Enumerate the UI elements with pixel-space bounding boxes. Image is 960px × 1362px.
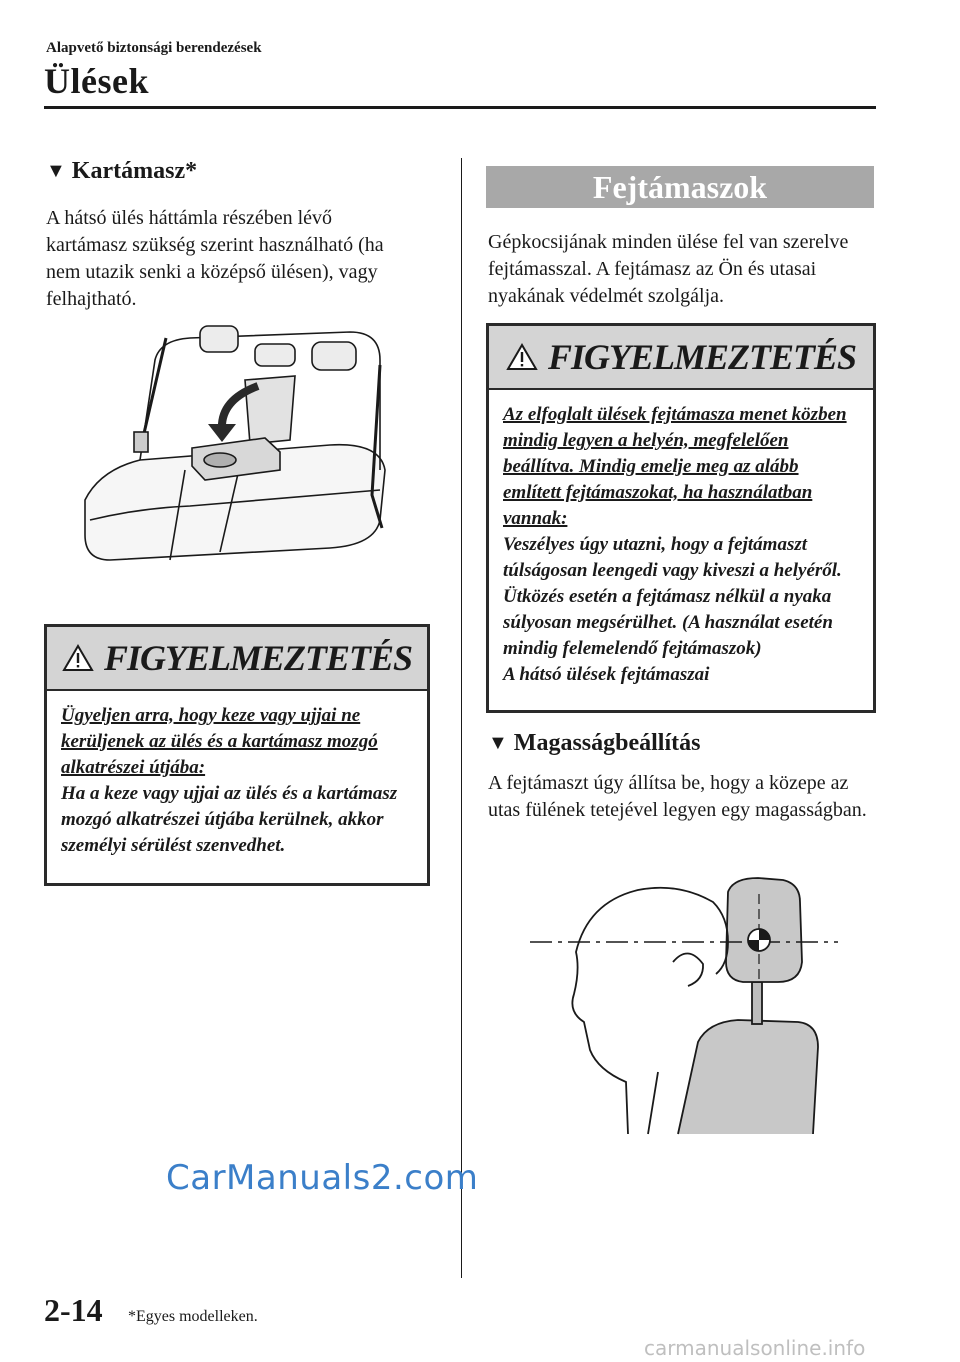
header-rule [44,106,876,109]
rear-seat-armrest-illustration [80,320,410,570]
warning-text: Ha a keze vagy ujjai az ülés és a kartámasz mozgó alkatrészei útjába kerülnek, akkor személyi sérülést szenvedhet. [61,783,398,856]
headrest-height-illustration [528,872,840,1138]
column-divider [461,158,462,1278]
warning-body [47,691,427,871]
armrest-heading-text: Kartámasz* [71,158,198,184]
triangle-marker-icon: ▼ [488,732,508,754]
triangle-marker-icon: ▼ [46,160,66,182]
warning-lead: Az elfoglalt ülések fejtámasza menet közben mindig legyen a helyén, megfelelően beállítva. Mindig emelje meg az alább említett fejtámaszokat, ha használatban vannak: [503,404,847,529]
site-mark: carmanualsonline.info [644,1336,866,1360]
breadcrumb: Alapvető biztonsági berendezések [46,40,262,56]
armrest-heading [46,158,197,185]
warning-body [489,390,873,700]
page-title: Ülések [44,61,149,101]
height-adjust-heading-text: Magasságbeállítás [513,730,701,756]
warning-triangle-icon [62,644,94,672]
headrest-intro: Gépkocsijának minden ülése fel van szerelve fejtámasszal. A fejtámasz az Ön és utasai nyakának védelmét szolgálja. [488,231,849,307]
warning-title: FIGYELMEZTETÉS [547,337,857,377]
page-number: 2-14 [44,1292,103,1328]
armrest-warning [44,624,430,886]
warning-lead: Ügyeljen arra, hogy keze vagy ujjai ne kerüljenek az ülés és a kartámasz mozgó alkatrészei útjába: [61,705,378,778]
headrest-warning [486,323,876,713]
warning-triangle-icon [506,343,538,371]
warning-header [47,627,427,691]
height-adjust-description: A fejtámaszt úgy állítsa be, hogy a közepe az utas fülének tetejével legyen egy magasságban. [488,772,867,821]
warning-text: Veszélyes úgy utazni, hogy a fejtámaszt túlságosan leengedi vagy kiveszi a helyéről. Ütközés esetén a fejtámasz nélkül a nyaka súlyosan megsérülhet. (A használat esetén mindig felemelendő fejtámaszok) [503,534,842,659]
footnote: *Egyes modelleken. [128,1308,258,1325]
height-adjust-heading [488,730,700,757]
armrest-description: A hátsó ülés háttámla részében lévő kartámasz szükség szerint használható (ha nem utazik senki a középső ülésen), vagy felhajtható. [46,207,384,310]
warning-list-item: A hátsó ülések fejtámaszai [503,664,710,685]
warning-header [489,326,873,390]
warning-title: FIGYELMEZTETÉS [103,638,413,678]
watermark-logo: CarManuals2.com [166,1158,479,1198]
headrest-section-banner: Fejtámaszok [486,166,874,208]
